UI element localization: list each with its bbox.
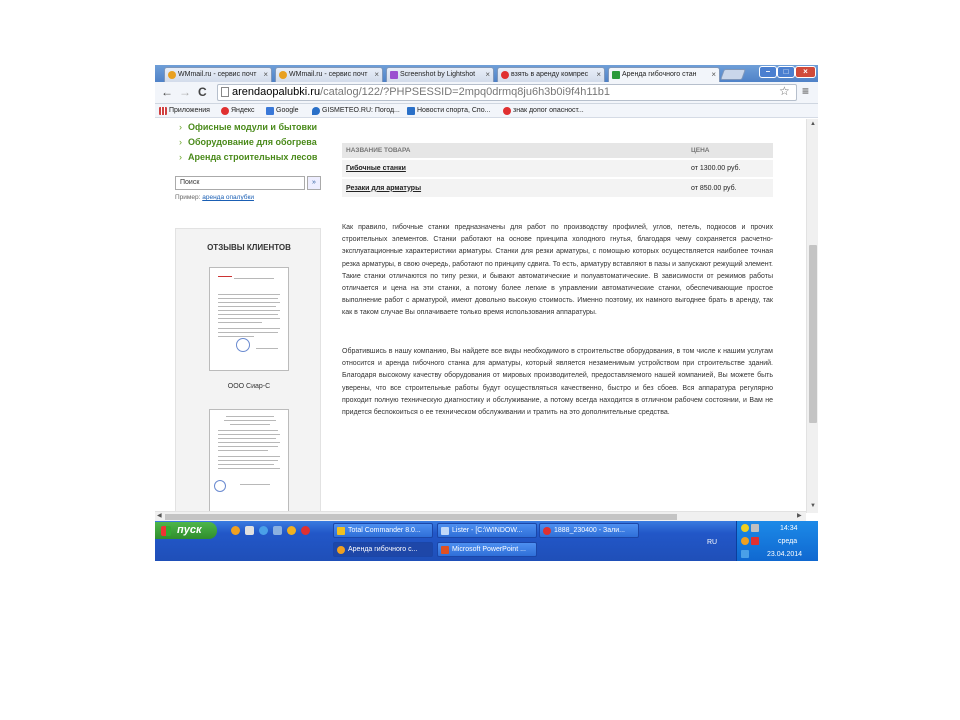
close-window-button[interactable]: × [795, 66, 816, 78]
close-tab-icon[interactable]: × [596, 70, 601, 79]
gismeteo-icon [312, 107, 320, 115]
tray-icon[interactable] [741, 537, 749, 545]
category-link-scaffolding[interactable]: › Аренда строительных лесов [179, 152, 318, 162]
yandex-icon [503, 107, 511, 115]
search-input[interactable]: Поиск [175, 176, 305, 190]
chevron-right-icon: › [179, 122, 182, 132]
windows-logo-icon [161, 526, 171, 536]
search-button[interactable]: » [307, 176, 321, 190]
product-cell [342, 159, 687, 178]
stamp-icon [214, 480, 226, 492]
example-link[interactable]: аренда опалубки [202, 194, 254, 201]
page-viewport [155, 119, 818, 519]
reviews-title: ОТЗЫВЫ КЛИЕНТОВ [207, 243, 291, 252]
content-paragraph-1: Как правило, гибочные станки предназначены для работ по производству профилей, углов, петель, подкосов и прочих строительных элементов. Станки работают на основе принципа холодного гнутья, благодаря чему сохраняется расчетно-эксплуатационные характеристики арматуры. Станки для резки арматуры, с помощью которых осуществляется наиболее точная резка арматуры, в свою очередь, работают по принципу сдвига. То есть, арматуру вставляют в пазы и запускают режущий элемент. Такие станки отличаются по типу резки, и бывают автоматические и полуавтоматические. В зависимости от режимов работы отличается и цена на эти станки, а потому более легкие в управлении автоматические станки, обеспечивающие простое выполнение работ с арматурой, имеют довольно высокую стоимость. Именно поэтому, их намного выгоднее брать в аренду, так как в таком случае Вы оплачиваете только время использования аппаратуры. [342, 224, 773, 317]
category-link-office-modules[interactable]: › Офисные модули и бытовки [179, 122, 318, 132]
ie-icon[interactable] [259, 526, 268, 535]
bookmark-apps[interactable]: Приложения [159, 106, 210, 116]
quicklaunch-icon[interactable] [273, 526, 282, 535]
page-icon [221, 87, 229, 97]
menu-icon[interactable]: ≡ [802, 84, 810, 98]
product-link-cutters[interactable]: Резаки для арматуры [346, 184, 422, 192]
bookmark-sport-news[interactable]: Новости спорта, Спо... [407, 106, 490, 116]
yandex-browser-icon [543, 527, 551, 535]
lister-icon [441, 527, 449, 535]
task-powerpoint[interactable]: Microsoft PowerPoint ... [437, 542, 537, 557]
yandex-icon [501, 71, 509, 79]
maximize-button[interactable]: □ [777, 66, 795, 78]
price-cell: от 850.00 руб. [687, 178, 773, 197]
tab-active-arenda[interactable]: Аренда гибочного стан × [608, 67, 720, 83]
clock-time[interactable]: 14:34 [780, 525, 798, 532]
review-letter-thumbnail-2[interactable] [209, 409, 289, 513]
back-button[interactable]: ← [161, 85, 173, 99]
apps-icon [159, 107, 167, 115]
bookmarks-bar [155, 104, 818, 118]
tab-strip [155, 65, 818, 82]
price-table [342, 143, 773, 197]
clock-date: 23.04.2014 [767, 551, 803, 558]
google-icon [266, 107, 274, 115]
task-chrome-arenda[interactable]: Аренда гибочного с... [333, 542, 433, 557]
task-total-commander[interactable]: Total Commander 8.0... [333, 523, 433, 538]
tab-wmmail-1[interactable]: WMmail.ru - сервис почт × [164, 67, 272, 82]
tab-wmmail-2[interactable]: WMmail.ru - сервис почт × [275, 67, 383, 82]
toolbar [155, 82, 818, 104]
table-row [342, 178, 773, 197]
content-paragraph-2: Обратившись в нашу компанию, Вы найдете все виды необходимого в строительстве оборудования, в том числе к нашим услугам относится и аренда гибочного станка для арматуры, который является незаменимым устройством при строительстве зданий. Благодаря высокому качеству оборудования от мировых производителей, предоставляемого нашей компанией, Вы можете быть уверены, что все строительные работы будут осуществляться качественно, быстро и без сбоев. Вся аппаратура регулярно проходит полную техническую диагностику и обслуживание, а потому всегда находится в отличном рабочем состоянии, и Вам не придется беспокоиться о ее техническом обслуживании и тратить на это дополнительные средства. [342, 348, 773, 417]
wmmail-icon [168, 71, 176, 79]
review-caption: ООО Сиар-С [227, 383, 271, 390]
review-letter-thumbnail[interactable] [209, 267, 289, 371]
address-bar[interactable] [217, 84, 797, 101]
tab-yandex-search[interactable]: взять в аренду компрес × [497, 67, 605, 82]
lightshot-icon [390, 71, 398, 79]
system-tray [736, 521, 818, 561]
product-cell [342, 178, 687, 197]
language-indicator[interactable]: RU [707, 539, 718, 546]
tray-icon[interactable] [751, 537, 759, 545]
yandex-icon [221, 107, 229, 115]
table-header-row [342, 143, 773, 159]
scrollbar-thumb[interactable] [809, 245, 817, 423]
bookmark-star-icon[interactable]: ☆ [779, 84, 790, 98]
task-yandex-upload[interactable]: 1888_230400 - Зали... [539, 523, 639, 538]
powerpoint-icon [441, 546, 449, 554]
start-button[interactable]: пуск [155, 522, 217, 539]
chrome-icon[interactable] [287, 526, 296, 535]
search-example: Пример: аренда опалубки [175, 194, 254, 201]
table-row [342, 159, 773, 178]
screen [155, 65, 818, 561]
network-icon[interactable] [741, 550, 749, 558]
reviews-panel [175, 228, 321, 518]
forward-button[interactable]: → [179, 85, 191, 99]
minimize-button[interactable]: – [759, 66, 777, 78]
close-tab-icon[interactable]: × [485, 70, 490, 79]
bookmark-yandex[interactable]: Яндекс [221, 106, 255, 116]
col-header-price: ЦЕНА [687, 143, 773, 159]
taskbar [155, 521, 818, 561]
close-tab-icon[interactable]: × [711, 70, 716, 79]
bookmark-google[interactable]: Google [266, 106, 299, 116]
chevron-right-icon: › [179, 152, 182, 162]
price-cell: от 1300.00 руб. [687, 159, 773, 178]
scroll-left-icon[interactable]: ◀ [157, 513, 162, 519]
url-host: arendaopalubki.ru [232, 86, 321, 98]
close-tab-icon[interactable]: × [263, 70, 268, 79]
new-tab-button[interactable] [720, 69, 746, 80]
chrome-icon [337, 546, 345, 554]
site-icon [612, 71, 620, 79]
url-path: /catalog/122/?PHPSESSID=2mpq0drmq8ju6h3b0i9f4h11b1 [320, 86, 611, 98]
bookmark-dopog[interactable]: знак допог опасност... [503, 106, 584, 116]
tray-icon[interactable] [741, 524, 749, 532]
volume-icon[interactable] [751, 524, 759, 532]
quicklaunch-icon[interactable] [231, 526, 240, 535]
col-header-name: НАЗВАНИЕ ТОВАРА [342, 143, 687, 159]
vertical-scrollbar[interactable] [806, 119, 818, 513]
tab-lightshot[interactable]: Screenshot by Lightshot × [386, 67, 494, 82]
reload-button[interactable]: C [198, 85, 207, 99]
wmmail-icon [279, 71, 287, 79]
yandex-browser-icon[interactable] [301, 526, 310, 535]
scroll-up-icon[interactable]: ▲ [810, 121, 816, 127]
chevron-right-icon: › [179, 137, 182, 147]
total-commander-icon [337, 527, 345, 535]
close-tab-icon[interactable]: × [374, 70, 379, 79]
hscrollbar-thumb[interactable] [165, 514, 677, 520]
news-icon [407, 107, 415, 115]
product-link-bending[interactable]: Гибочные станки [346, 165, 406, 172]
scroll-down-icon[interactable]: ▼ [810, 503, 816, 509]
horizontal-scrollbar[interactable] [155, 511, 806, 521]
quicklaunch-icon[interactable] [245, 526, 254, 535]
stamp-icon [236, 338, 250, 352]
bookmark-gismeteo[interactable]: GISMETEO.RU: Погод... [312, 106, 400, 116]
scroll-right-icon[interactable]: ▶ [797, 513, 802, 519]
task-lister[interactable]: Lister - [C:\WINDOW... [437, 523, 537, 538]
category-link-heating[interactable]: › Оборудование для обогрева [179, 137, 317, 147]
clock-day: среда [778, 538, 798, 545]
